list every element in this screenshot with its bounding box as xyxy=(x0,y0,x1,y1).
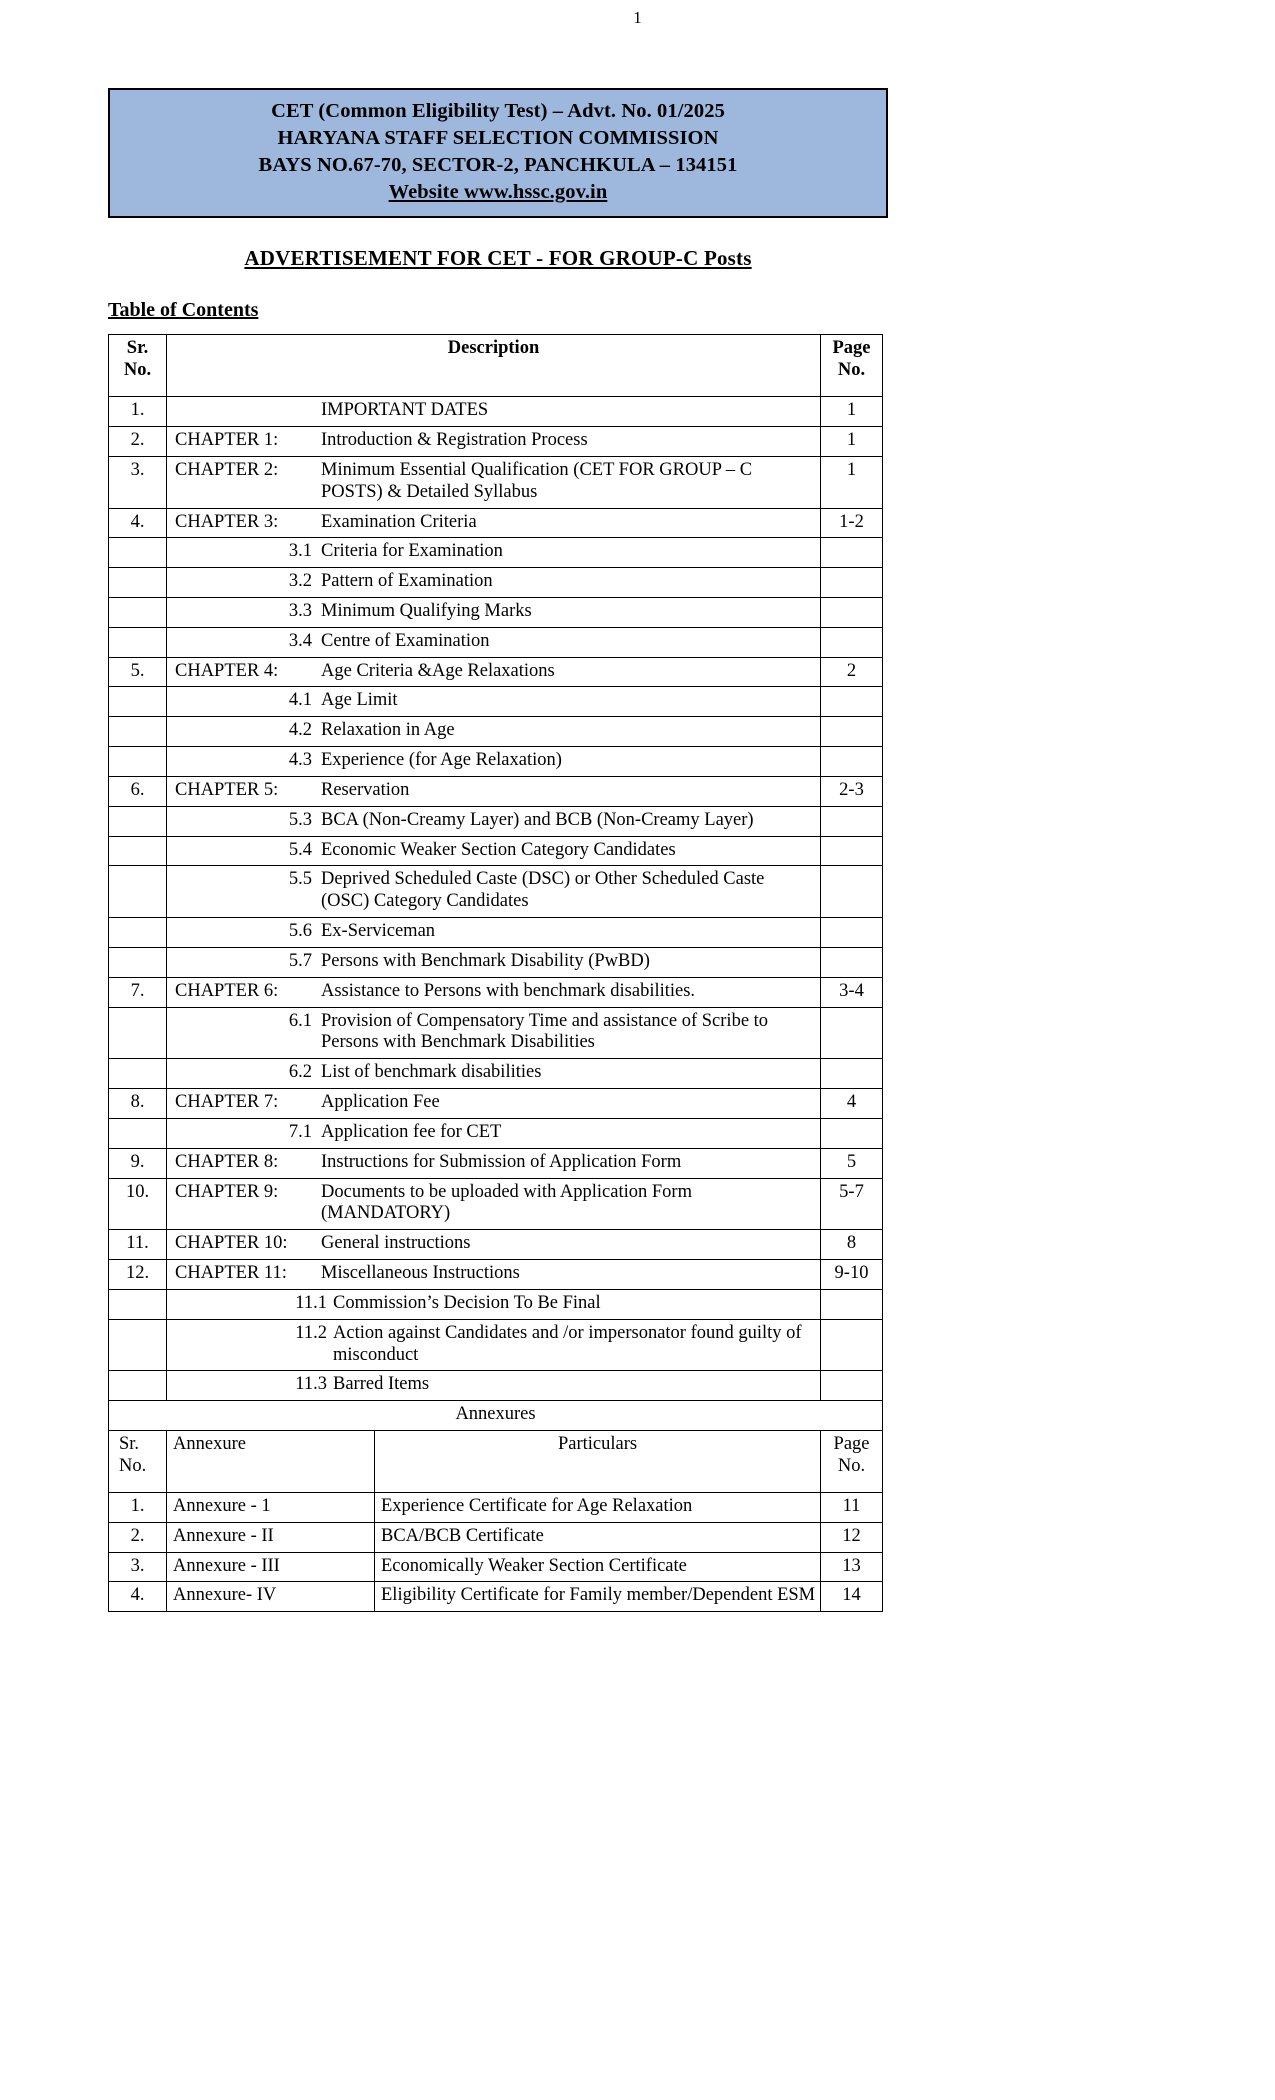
header-page-line1: Page xyxy=(832,338,871,359)
row-description xyxy=(167,1148,821,1178)
row-label: 7.1 xyxy=(288,1121,312,1142)
row-sr-no xyxy=(109,806,167,836)
row-label: 11.3 xyxy=(295,1374,327,1395)
annexure-row-name: Annexure - III xyxy=(167,1552,375,1582)
row-page-no xyxy=(821,806,883,836)
row-text: Ex-Serviceman xyxy=(321,921,436,942)
table-row xyxy=(109,747,883,777)
header-line-commission: HARYANA STAFF SELECTION COMMISSION xyxy=(277,127,719,150)
annexure-row-page: 14 xyxy=(821,1582,883,1612)
row-sr-no: 9. xyxy=(109,1148,167,1178)
row-sr-no: 8. xyxy=(109,1089,167,1119)
annexures-header-page-line1: Page xyxy=(833,1434,870,1454)
toc-label: Table of Contents xyxy=(108,299,259,322)
row-description xyxy=(167,1178,821,1230)
table-row xyxy=(109,1493,883,1523)
annexures-header-page xyxy=(821,1431,883,1493)
row-label: 5.4 xyxy=(288,839,312,860)
row-label: CHAPTER 1: xyxy=(175,430,279,451)
annexure-row-page: 13 xyxy=(821,1552,883,1582)
row-page-no: 8 xyxy=(821,1230,883,1260)
toc-label-wrap xyxy=(108,271,888,332)
row-label: CHAPTER 7: xyxy=(175,1092,279,1113)
row-description xyxy=(167,977,821,1007)
row-label: 5.3 xyxy=(288,809,312,830)
row-page-no xyxy=(821,1289,883,1319)
annexures-table xyxy=(108,1400,883,1612)
annexures-section-title: Annexures xyxy=(109,1401,883,1431)
row-text: Miscellaneous Instructions xyxy=(321,1263,520,1284)
row-text: Barred Items xyxy=(333,1374,430,1395)
row-sr-no: 2. xyxy=(109,427,167,457)
row-description xyxy=(167,1059,821,1089)
row-description xyxy=(167,1289,821,1319)
annexures-header-row xyxy=(109,1431,883,1493)
row-description xyxy=(167,1260,821,1290)
table-row xyxy=(109,776,883,806)
annexures-header-sr-line2: No. xyxy=(119,1455,147,1476)
table-row xyxy=(109,1371,883,1401)
row-page-no xyxy=(821,918,883,948)
table-row xyxy=(109,1582,883,1612)
table-row xyxy=(109,1118,883,1148)
row-page-no: 4 xyxy=(821,1089,883,1119)
row-text: List of benchmark disabilities xyxy=(321,1062,542,1083)
row-sr-no: 4. xyxy=(109,508,167,538)
annexures-header-sr-line1: Sr. xyxy=(119,1434,140,1454)
row-sr-no: 10. xyxy=(109,1178,167,1230)
row-page-no xyxy=(821,1371,883,1401)
row-label: 3.1 xyxy=(288,541,312,562)
row-sr-no xyxy=(109,1289,167,1319)
row-text: Assistance to Persons with benchmark disabilities. xyxy=(321,980,696,1001)
row-sr-no: 7. xyxy=(109,977,167,1007)
row-description xyxy=(167,776,821,806)
row-page-no xyxy=(821,717,883,747)
row-label: CHAPTER 9: xyxy=(175,1181,279,1202)
row-label: CHAPTER 3: xyxy=(175,511,279,532)
row-text: Examination Criteria xyxy=(321,511,477,532)
row-description xyxy=(167,836,821,866)
row-label: 11.1 xyxy=(295,1292,327,1313)
annexure-row-particulars: Eligibility Certificate for Family member/Dependent ESM xyxy=(375,1582,821,1612)
row-label: CHAPTER 10: xyxy=(175,1233,288,1254)
toc-body xyxy=(109,397,883,1401)
row-page-no xyxy=(821,836,883,866)
table-row xyxy=(109,687,883,717)
row-text: BCA (Non-Creamy Layer) and BCB (Non-Creamy Layer) xyxy=(321,809,754,830)
row-sr-no xyxy=(109,1007,167,1059)
table-row xyxy=(109,657,883,687)
row-description xyxy=(167,1319,821,1371)
row-text: Persons with Benchmark Disability (PwBD) xyxy=(321,950,650,971)
row-page-no xyxy=(821,1007,883,1059)
row-text: Economic Weaker Section Category Candidates xyxy=(321,839,676,860)
annexure-row-sr: 3. xyxy=(109,1552,167,1582)
row-label: 5.7 xyxy=(288,950,312,971)
row-sr-no xyxy=(109,538,167,568)
annexure-row-particulars: Experience Certificate for Age Relaxation xyxy=(375,1493,821,1523)
row-page-no xyxy=(821,947,883,977)
row-text: IMPORTANT DATES xyxy=(321,400,489,421)
row-sr-no xyxy=(109,947,167,977)
row-sr-no xyxy=(109,1319,167,1371)
table-row xyxy=(109,1522,883,1552)
advertisement-title: ADVERTISEMENT FOR CET - FOR GROUP-C Posts xyxy=(244,246,752,271)
table-row xyxy=(109,1260,883,1290)
row-text: Action against Candidates and /or impersonator found guilty of misconduct xyxy=(333,1322,802,1365)
table-row xyxy=(109,627,883,657)
header-description: Description xyxy=(167,335,821,397)
row-sr-no xyxy=(109,1118,167,1148)
table-row xyxy=(109,918,883,948)
row-sr-no xyxy=(109,1371,167,1401)
row-description xyxy=(167,717,821,747)
row-text: Application Fee xyxy=(321,1092,440,1113)
header-sr-line1: Sr. xyxy=(126,338,149,359)
annexures-header-sr xyxy=(109,1431,167,1493)
table-row xyxy=(109,1007,883,1059)
row-page-no: 3-4 xyxy=(821,977,883,1007)
row-sr-no xyxy=(109,1059,167,1089)
header-line-address: BAYS NO.67-70, SECTOR-2, PANCHKULA – 134151 xyxy=(258,154,738,177)
row-sr-no: 5. xyxy=(109,657,167,687)
row-page-no: 5 xyxy=(821,1148,883,1178)
table-row xyxy=(109,1230,883,1260)
row-sr-no: 3. xyxy=(109,456,167,508)
row-description xyxy=(167,1371,821,1401)
header-sr-line2: No. xyxy=(123,360,152,381)
row-page-no: 1 xyxy=(821,456,883,508)
header-line-website: Website www.hssc.gov.in xyxy=(388,181,608,204)
row-text: Documents to be uploaded with Application Form (MANDATORY) xyxy=(321,1181,692,1224)
row-sr-no xyxy=(109,747,167,777)
table-row xyxy=(109,717,883,747)
row-page-no xyxy=(821,1118,883,1148)
annexure-row-page: 11 xyxy=(821,1493,883,1523)
row-sr-no: 1. xyxy=(109,397,167,427)
row-page-no xyxy=(821,568,883,598)
header-sr-no xyxy=(109,335,167,397)
row-page-no xyxy=(821,747,883,777)
annexures-header-particulars: Particulars xyxy=(375,1431,821,1493)
table-row xyxy=(109,1552,883,1582)
table-row xyxy=(109,1089,883,1119)
row-description xyxy=(167,747,821,777)
row-label: CHAPTER 6: xyxy=(175,980,279,1001)
table-row xyxy=(109,1289,883,1319)
annexure-row-name: Annexure - II xyxy=(167,1522,375,1552)
row-sr-no: 6. xyxy=(109,776,167,806)
table-row xyxy=(109,568,883,598)
row-sr-no xyxy=(109,597,167,627)
row-label: 3.4 xyxy=(288,630,312,651)
row-description xyxy=(167,918,821,948)
table-row xyxy=(109,538,883,568)
row-text: Application fee for CET xyxy=(321,1121,502,1142)
row-label: 4.3 xyxy=(288,750,312,771)
row-description xyxy=(167,397,821,427)
row-description xyxy=(167,1007,821,1059)
table-row xyxy=(109,597,883,627)
table-row xyxy=(109,866,883,918)
page-number: 1 xyxy=(633,8,642,27)
table-of-contents xyxy=(108,334,883,1401)
row-page-no: 1 xyxy=(821,397,883,427)
header-page-no xyxy=(821,335,883,397)
row-text: Commission’s Decision To Be Final xyxy=(333,1292,601,1313)
row-label: 3.2 xyxy=(288,571,312,592)
row-text: Age Criteria &Age Relaxations xyxy=(321,660,555,681)
row-description xyxy=(167,538,821,568)
table-row xyxy=(109,836,883,866)
row-page-no: 9-10 xyxy=(821,1260,883,1290)
row-label: CHAPTER 8: xyxy=(175,1151,279,1172)
annexure-row-name: Annexure - 1 xyxy=(167,1493,375,1523)
row-sr-no: 12. xyxy=(109,1260,167,1290)
row-description xyxy=(167,427,821,457)
row-sr-no xyxy=(109,836,167,866)
row-sr-no xyxy=(109,568,167,598)
row-page-no: 2-3 xyxy=(821,776,883,806)
table-row xyxy=(109,508,883,538)
row-label: 6.1 xyxy=(288,1010,312,1031)
row-label: 4.1 xyxy=(288,690,312,711)
table-row xyxy=(109,1059,883,1089)
row-sr-no xyxy=(109,627,167,657)
table-row xyxy=(109,806,883,836)
row-label: 6.2 xyxy=(288,1062,312,1083)
row-text: Provision of Compensatory Time and assistance of Scribe to Persons with Benchmark Disabilities xyxy=(321,1010,769,1053)
row-description xyxy=(167,597,821,627)
annexure-row-page: 12 xyxy=(821,1522,883,1552)
row-description xyxy=(167,568,821,598)
row-text: Centre of Examination xyxy=(321,630,490,651)
table-row xyxy=(109,1148,883,1178)
row-sr-no xyxy=(109,866,167,918)
header-page-line2: No. xyxy=(837,360,866,381)
row-page-no xyxy=(821,866,883,918)
annexures-header-page-line2: No. xyxy=(837,1455,866,1476)
row-text: Minimum Qualifying Marks xyxy=(321,600,532,621)
row-text: Criteria for Examination xyxy=(321,541,503,562)
row-page-no xyxy=(821,627,883,657)
header-line-title: CET (Common Eligibility Test) – Advt. No. 01/2025 xyxy=(271,100,725,122)
header-banner xyxy=(108,88,888,218)
row-text: Minimum Essential Qualification (CET FOR GROUP – C POSTS) & Detailed Syllabus xyxy=(321,459,753,502)
annexure-row-name: Annexure- IV xyxy=(167,1582,375,1612)
annexure-row-sr: 2. xyxy=(109,1522,167,1552)
annexures-header-annexure: Annexure xyxy=(167,1431,375,1493)
row-sr-no: 11. xyxy=(109,1230,167,1260)
row-text: Deprived Scheduled Caste (DSC) or Other Scheduled Caste (OSC) Category Candidates xyxy=(321,869,765,912)
row-label: 5.6 xyxy=(288,921,312,942)
row-text: Reservation xyxy=(321,779,410,800)
row-description xyxy=(167,1089,821,1119)
row-sr-no xyxy=(109,717,167,747)
annexures-body xyxy=(109,1493,883,1612)
row-description xyxy=(167,687,821,717)
row-text: Experience (for Age Relaxation) xyxy=(321,750,562,771)
row-description xyxy=(167,627,821,657)
annexure-row-sr: 1. xyxy=(109,1493,167,1523)
table-row xyxy=(109,1178,883,1230)
row-label: 11.2 xyxy=(295,1322,327,1343)
annexures-section-title-row xyxy=(109,1401,883,1431)
row-description xyxy=(167,947,821,977)
table-row xyxy=(109,1319,883,1371)
row-page-no xyxy=(821,597,883,627)
row-page-no: 1-2 xyxy=(821,508,883,538)
row-description xyxy=(167,456,821,508)
row-text: General instructions xyxy=(321,1233,471,1254)
table-row xyxy=(109,427,883,457)
row-page-no xyxy=(821,1319,883,1371)
table-row xyxy=(109,397,883,427)
table-row xyxy=(109,947,883,977)
row-label: 5.5 xyxy=(288,869,312,890)
row-text: Introduction & Registration Process xyxy=(321,430,588,451)
row-text: Pattern of Examination xyxy=(321,571,493,592)
annexure-row-particulars: Economically Weaker Section Certificate xyxy=(375,1552,821,1582)
row-label: CHAPTER 11: xyxy=(175,1263,287,1284)
row-description xyxy=(167,1230,821,1260)
row-label: CHAPTER 5: xyxy=(175,779,279,800)
row-label: 4.2 xyxy=(288,720,312,741)
table-row xyxy=(109,456,883,508)
row-label: CHAPTER 2: xyxy=(175,459,279,480)
row-page-no: 5-7 xyxy=(821,1178,883,1230)
row-sr-no xyxy=(109,687,167,717)
row-label: 3.3 xyxy=(288,600,312,621)
row-description xyxy=(167,866,821,918)
table-header-row xyxy=(109,335,883,397)
annexure-row-particulars: BCA/BCB Certificate xyxy=(375,1522,821,1552)
row-page-no xyxy=(821,1059,883,1089)
row-description xyxy=(167,806,821,836)
row-description xyxy=(167,1118,821,1148)
page-content xyxy=(108,88,888,1612)
row-page-no xyxy=(821,538,883,568)
row-page-no: 2 xyxy=(821,657,883,687)
row-text: Age Limit xyxy=(321,690,398,711)
row-text: Instructions for Submission of Application Form xyxy=(321,1151,682,1172)
row-page-no xyxy=(821,687,883,717)
table-row xyxy=(109,977,883,1007)
row-page-no: 1 xyxy=(821,427,883,457)
row-description xyxy=(167,508,821,538)
row-description xyxy=(167,657,821,687)
row-label: CHAPTER 4: xyxy=(175,660,279,681)
row-sr-no xyxy=(109,918,167,948)
row-text: Relaxation in Age xyxy=(321,720,455,741)
annexure-row-sr: 4. xyxy=(109,1582,167,1612)
